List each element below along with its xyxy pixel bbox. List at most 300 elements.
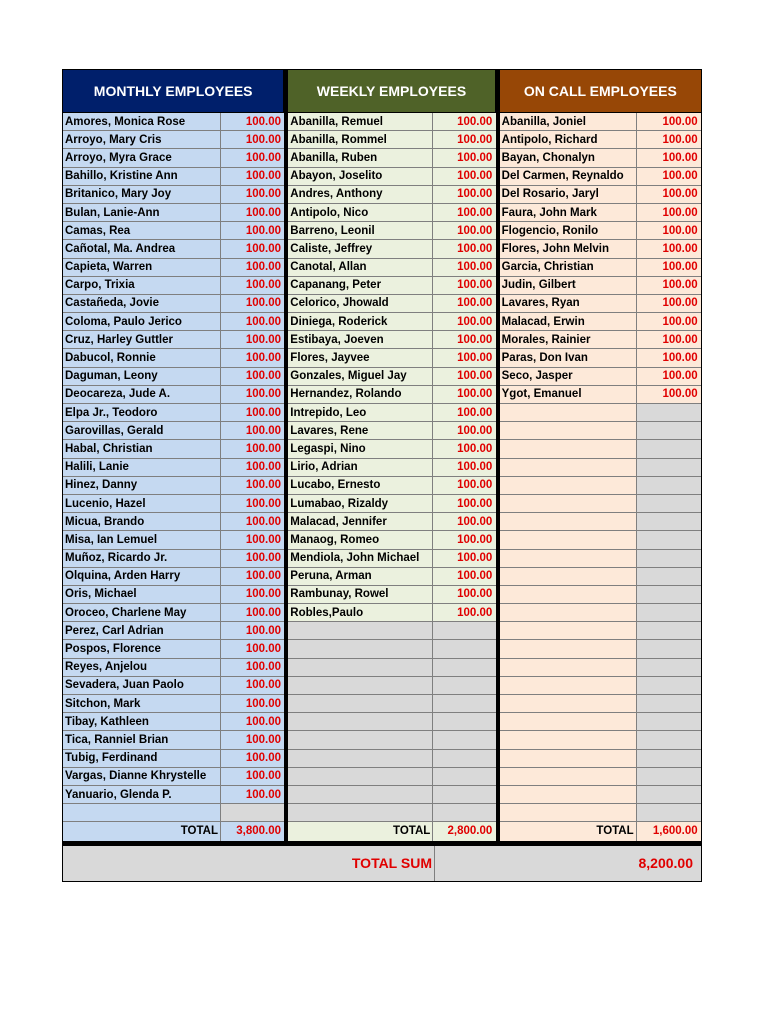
amount-cell: 100.00	[457, 424, 493, 437]
amount-cell	[433, 659, 495, 676]
weekly-employee-row	[288, 240, 495, 258]
amount-cell: 100.00	[457, 533, 493, 546]
oncall-employee-row	[500, 204, 701, 222]
weekly-employee-row	[288, 731, 495, 749]
weekly-employee-row	[288, 568, 495, 586]
amount-cell	[433, 677, 495, 694]
employee-payroll-sheet	[62, 69, 702, 882]
employee-name-cell: Caliste, Jeffrey	[288, 240, 433, 257]
amount-cell	[637, 586, 701, 603]
amount-cell: 100.00	[457, 170, 493, 183]
amount-cell: 100.00	[457, 206, 493, 219]
amount-cell: 100.00	[662, 352, 698, 365]
employee-name-cell: Andres, Anthony	[288, 186, 433, 203]
amount-cell: 100.00	[245, 643, 281, 656]
amount-cell	[637, 459, 701, 476]
weekly-employee-row	[288, 349, 495, 367]
oncall-employee-row	[500, 349, 701, 367]
monthly-employee-row	[63, 531, 284, 549]
employee-name-cell	[500, 550, 637, 567]
oncall-employee-row	[500, 386, 701, 404]
monthly-employee-row	[63, 149, 284, 167]
monthly-employee-row	[63, 386, 284, 404]
oncall-employee-row	[500, 604, 701, 622]
employee-name-cell: Camas, Rea	[63, 222, 221, 239]
employee-name-cell	[288, 640, 433, 657]
amount-cell: 100.00	[245, 752, 281, 765]
weekly-employee-row	[288, 295, 495, 313]
amount-cell: 100.00	[245, 733, 281, 746]
oncall-total-value: 1,600.00	[652, 825, 698, 838]
oncall-employee-row	[500, 168, 701, 186]
weekly-employee-row	[288, 386, 495, 404]
employee-name-cell: Judin, Gilbert	[500, 277, 637, 294]
oncall-employee-row	[500, 459, 701, 477]
amount-cell: 100.00	[245, 606, 281, 619]
amount-cell: 100.00	[245, 788, 281, 801]
monthly-employee-row	[63, 713, 284, 731]
employee-name-cell: Capieta, Warren	[63, 259, 221, 276]
employee-name-cell	[288, 786, 433, 803]
amount-cell	[637, 786, 701, 803]
employee-name-cell: Elpa Jr., Teodoro	[63, 404, 221, 421]
amount-cell: 100.00	[662, 224, 698, 237]
amount-cell	[433, 750, 495, 767]
amount-cell: 100.00	[245, 297, 281, 310]
monthly-employee-row	[63, 277, 284, 295]
monthly-employee-row	[63, 786, 284, 804]
weekly-employee-row	[288, 750, 495, 768]
amount-cell: 100.00	[457, 388, 493, 401]
amount-cell	[637, 550, 701, 567]
amount-cell	[433, 731, 495, 748]
monthly-employee-row	[63, 550, 284, 568]
monthly-employee-row	[63, 477, 284, 495]
total-sum-value: 8,200.00	[638, 855, 693, 871]
employee-name-cell: Hinez, Danny	[63, 477, 221, 494]
monthly-employee-row	[63, 186, 284, 204]
employee-name-cell: Malacad, Erwin	[500, 313, 637, 330]
employee-name-cell: Oris, Michael	[63, 586, 221, 603]
amount-cell: 100.00	[245, 515, 281, 528]
monthly-employee-row	[63, 804, 284, 822]
weekly-employee-row	[288, 695, 495, 713]
monthly-employee-row	[63, 349, 284, 367]
amount-cell: 100.00	[457, 188, 493, 201]
monthly-employee-row	[63, 604, 284, 622]
oncall-employee-row	[500, 568, 701, 586]
amount-cell: 100.00	[245, 679, 281, 692]
amount-cell: 100.00	[662, 188, 698, 201]
amount-cell: 100.00	[245, 570, 281, 583]
amount-cell	[433, 804, 495, 821]
employee-name-cell: Tubig, Ferdinand	[63, 750, 221, 767]
employee-name-cell: Abanilla, Rommel	[288, 131, 433, 148]
employee-name-cell: Deocareza, Jude A.	[63, 386, 221, 403]
employee-name-cell: Garovillas, Gerald	[63, 422, 221, 439]
amount-cell	[637, 495, 701, 512]
employee-name-cell: Amores, Monica Rose	[63, 113, 221, 130]
monthly-employees-header: MONTHLY EMPLOYEES	[63, 70, 284, 112]
total-label: TOTAL	[288, 822, 433, 840]
employee-name-cell: Olquina, Arden Harry	[63, 568, 221, 585]
oncall-employee-row	[500, 659, 701, 677]
employee-name-cell: Peruna, Arman	[288, 568, 433, 585]
amount-cell: 100.00	[245, 352, 281, 365]
oncall-employee-row	[500, 804, 701, 822]
employee-name-cell: Abanilla, Ruben	[288, 149, 433, 166]
oncall-employee-row	[500, 586, 701, 604]
oncall-employee-row	[500, 550, 701, 568]
employee-name-cell: Gonzales, Miguel Jay	[288, 368, 433, 385]
employee-name-cell	[288, 695, 433, 712]
employee-name-cell	[500, 677, 637, 694]
monthly-employee-row	[63, 295, 284, 313]
employee-name-cell	[500, 495, 637, 512]
monthly-employee-row	[63, 368, 284, 386]
amount-cell: 100.00	[245, 715, 281, 728]
amount-cell: 100.00	[662, 261, 698, 274]
employee-name-cell: Cañotal, Ma. Andrea	[63, 240, 221, 257]
employee-name-cell: Lumabao, Rizaldy	[288, 495, 433, 512]
amount-cell: 100.00	[245, 533, 281, 546]
monthly-employee-row	[63, 568, 284, 586]
amount-cell: 100.00	[457, 570, 493, 583]
amount-cell: 100.00	[245, 261, 281, 274]
employee-name-cell: Yanuario, Glenda P.	[63, 786, 221, 803]
amount-cell: 100.00	[457, 133, 493, 146]
amount-cell: 100.00	[457, 224, 493, 237]
amount-cell: 100.00	[457, 297, 493, 310]
employee-name-cell	[63, 804, 221, 821]
oncall-employee-row	[500, 368, 701, 386]
employee-name-cell	[500, 440, 637, 457]
amount-cell: 100.00	[662, 115, 698, 128]
weekly-employee-row	[288, 168, 495, 186]
employee-name-cell: Vargas, Dianne Khrystelle	[63, 768, 221, 785]
weekly-employee-row	[288, 204, 495, 222]
amount-cell: 100.00	[457, 333, 493, 346]
weekly-employee-row	[288, 477, 495, 495]
monthly-employee-row	[63, 586, 284, 604]
amount-cell: 100.00	[457, 261, 493, 274]
weekly-employee-row	[288, 513, 495, 531]
employee-name-cell	[500, 713, 637, 730]
monthly-employee-row	[63, 495, 284, 513]
weekly-employee-row	[288, 495, 495, 513]
oncall-employee-row	[500, 695, 701, 713]
amount-cell	[637, 677, 701, 694]
amount-cell: 100.00	[457, 442, 493, 455]
employee-name-cell: Abanilla, Joniel	[500, 113, 637, 130]
employee-name-cell	[500, 768, 637, 785]
employee-name-cell: Arroyo, Myra Grace	[63, 149, 221, 166]
amount-cell: 100.00	[457, 497, 493, 510]
monthly-employee-row	[63, 659, 284, 677]
employee-name-cell: Mendiola, John Michael	[288, 550, 433, 567]
amount-cell	[637, 695, 701, 712]
employee-name-cell: Faura, John Mark	[500, 204, 637, 221]
oncall-employee-row	[500, 713, 701, 731]
employee-name-cell: Reyes, Anjelou	[63, 659, 221, 676]
weekly-employee-row	[288, 640, 495, 658]
employee-name-cell	[500, 622, 637, 639]
employee-name-cell: Garcia, Christian	[500, 259, 637, 276]
oncall-employee-row	[500, 186, 701, 204]
employee-name-cell: Antipolo, Nico	[288, 204, 433, 221]
monthly-employee-row	[63, 750, 284, 768]
amount-cell	[433, 786, 495, 803]
employee-name-cell: Sitchon, Mark	[63, 695, 221, 712]
weekly-column	[284, 113, 495, 841]
weekly-employee-row	[288, 659, 495, 677]
employee-name-cell: Sevadera, Juan Paolo	[63, 677, 221, 694]
employee-name-cell	[500, 477, 637, 494]
amount-cell: 100.00	[662, 242, 698, 255]
employee-name-cell	[500, 750, 637, 767]
employee-name-cell	[288, 750, 433, 767]
employee-name-cell: Celorico, Jhowald	[288, 295, 433, 312]
employee-name-cell: Tica, Ranniel Brian	[63, 731, 221, 748]
monthly-employee-row	[63, 313, 284, 331]
monthly-total-value: 3,800.00	[236, 825, 281, 838]
oncall-employee-row	[500, 222, 701, 240]
oncall-employees-header: ON CALL EMPLOYEES	[496, 70, 701, 112]
oncall-employee-row	[500, 240, 701, 258]
monthly-employee-row	[63, 422, 284, 440]
amount-cell: 100.00	[457, 279, 493, 292]
employee-name-cell	[288, 731, 433, 748]
oncall-employee-row	[500, 768, 701, 786]
employee-name-cell: Lavares, Ryan	[500, 295, 637, 312]
amount-cell	[433, 695, 495, 712]
employee-name-cell: Robles,Paulo	[288, 604, 433, 621]
oncall-employee-row	[500, 531, 701, 549]
amount-cell: 100.00	[457, 606, 493, 619]
amount-cell	[433, 640, 495, 657]
amount-cell: 100.00	[245, 170, 281, 183]
employee-name-cell: Bahillo, Kristine Ann	[63, 168, 221, 185]
employee-name-cell	[500, 640, 637, 657]
oncall-employee-row	[500, 149, 701, 167]
employee-name-cell: Rambunay, Rowel	[288, 586, 433, 603]
weekly-employee-row	[288, 440, 495, 458]
amount-cell: 100.00	[662, 333, 698, 346]
employee-name-cell: Diniega, Roderick	[288, 313, 433, 330]
amount-cell: 100.00	[662, 279, 698, 292]
employee-name-cell: Oroceo, Charlene May	[63, 604, 221, 621]
oncall-employee-row	[500, 259, 701, 277]
amount-cell	[637, 568, 701, 585]
amount-cell: 100.00	[245, 115, 281, 128]
amount-cell	[433, 713, 495, 730]
amount-cell: 100.00	[245, 497, 281, 510]
employee-name-cell: Arroyo, Mary Cris	[63, 131, 221, 148]
amount-cell	[637, 768, 701, 785]
amount-cell	[637, 659, 701, 676]
employee-name-cell	[500, 459, 637, 476]
oncall-total-row	[500, 822, 701, 840]
employee-name-cell: Perez, Carl Adrian	[63, 622, 221, 639]
weekly-employee-row	[288, 550, 495, 568]
amount-cell: 100.00	[245, 624, 281, 637]
employee-name-cell: Lirio, Adrian	[288, 459, 433, 476]
weekly-employee-row	[288, 404, 495, 422]
employee-name-cell: Coloma, Paulo Jerico	[63, 313, 221, 330]
weekly-employee-row	[288, 131, 495, 149]
monthly-employee-row	[63, 640, 284, 658]
amount-cell: 100.00	[457, 552, 493, 565]
amount-cell	[637, 477, 701, 494]
amount-cell	[637, 440, 701, 457]
oncall-column	[496, 113, 701, 841]
oncall-employee-row	[500, 404, 701, 422]
weekly-employee-row	[288, 259, 495, 277]
employee-name-cell: Capanang, Peter	[288, 277, 433, 294]
oncall-employee-row	[500, 440, 701, 458]
amount-cell: 100.00	[245, 406, 281, 419]
employee-grid	[63, 112, 701, 841]
weekly-employee-row	[288, 677, 495, 695]
monthly-employee-row	[63, 695, 284, 713]
employee-name-cell	[500, 568, 637, 585]
amount-cell: 100.00	[457, 151, 493, 164]
employee-name-cell: Estibaya, Joeven	[288, 331, 433, 348]
weekly-employee-row	[288, 277, 495, 295]
weekly-employee-row	[288, 622, 495, 640]
weekly-employee-row	[288, 713, 495, 731]
amount-cell	[221, 804, 284, 821]
employee-name-cell: Dabucol, Ronnie	[63, 349, 221, 366]
employee-name-cell	[288, 659, 433, 676]
total-sum-row	[63, 841, 701, 881]
monthly-employee-row	[63, 131, 284, 149]
amount-cell	[637, 513, 701, 530]
employee-name-cell: Legaspi, Nino	[288, 440, 433, 457]
employee-name-cell: Habal, Christian	[63, 440, 221, 457]
amount-cell: 100.00	[662, 297, 698, 310]
amount-cell: 100.00	[245, 333, 281, 346]
amount-cell: 100.00	[457, 479, 493, 492]
amount-cell: 100.00	[245, 770, 281, 783]
oncall-employee-row	[500, 295, 701, 313]
monthly-employee-row	[63, 331, 284, 349]
employee-name-cell	[500, 695, 637, 712]
employee-name-cell: Intrepido, Leo	[288, 404, 433, 421]
employee-name-cell: Seco, Jasper	[500, 368, 637, 385]
employee-name-cell	[500, 786, 637, 803]
monthly-employee-row	[63, 240, 284, 258]
total-label: TOTAL	[63, 822, 221, 840]
amount-cell: 100.00	[662, 315, 698, 328]
employee-name-cell	[288, 768, 433, 785]
amount-cell: 100.00	[457, 115, 493, 128]
amount-cell: 100.00	[662, 206, 698, 219]
amount-cell: 100.00	[457, 242, 493, 255]
employee-name-cell: Micua, Brando	[63, 513, 221, 530]
amount-cell: 100.00	[245, 479, 281, 492]
weekly-employee-row	[288, 459, 495, 477]
employee-name-cell: Ygot, Emanuel	[500, 386, 637, 403]
total-sum-label: TOTAL SUM	[63, 846, 435, 881]
amount-cell: 100.00	[245, 388, 281, 401]
amount-cell: 100.00	[457, 461, 493, 474]
weekly-employee-row	[288, 149, 495, 167]
employee-name-cell: Bayan, Chonalyn	[500, 149, 637, 166]
employee-name-cell: Del Carmen, Reynaldo	[500, 168, 637, 185]
employee-name-cell: Daguman, Leony	[63, 368, 221, 385]
amount-cell	[637, 750, 701, 767]
oncall-employee-row	[500, 731, 701, 749]
oncall-employee-row	[500, 622, 701, 640]
weekly-employee-row	[288, 313, 495, 331]
weekly-employee-row	[288, 422, 495, 440]
amount-cell: 100.00	[245, 133, 281, 146]
employee-name-cell	[500, 531, 637, 548]
oncall-employee-row	[500, 495, 701, 513]
amount-cell: 100.00	[457, 515, 493, 528]
amount-cell	[637, 604, 701, 621]
oncall-employee-row	[500, 313, 701, 331]
amount-cell	[637, 640, 701, 657]
oncall-employee-row	[500, 331, 701, 349]
employee-name-cell: Antipolo, Richard	[500, 131, 637, 148]
monthly-employee-row	[63, 622, 284, 640]
employee-name-cell: Carpo, Trixia	[63, 277, 221, 294]
weekly-employee-row	[288, 531, 495, 549]
monthly-employee-row	[63, 113, 284, 131]
employee-name-cell: Castañeda, Jovie	[63, 295, 221, 312]
employee-name-cell	[500, 586, 637, 603]
monthly-employee-row	[63, 513, 284, 531]
employee-name-cell	[288, 713, 433, 730]
employee-name-cell	[500, 404, 637, 421]
employee-name-cell: Malacad, Jennifer	[288, 513, 433, 530]
amount-cell: 100.00	[245, 588, 281, 601]
employee-name-cell: Lucenio, Hazel	[63, 495, 221, 512]
employee-name-cell	[288, 622, 433, 639]
amount-cell	[637, 713, 701, 730]
amount-cell: 100.00	[245, 552, 281, 565]
employee-name-cell: Misa, Ian Lemuel	[63, 531, 221, 548]
employee-name-cell: Tibay, Kathleen	[63, 713, 221, 730]
employee-name-cell	[500, 731, 637, 748]
employee-name-cell: Flogencio, Ronilo	[500, 222, 637, 239]
amount-cell: 100.00	[245, 279, 281, 292]
weekly-total-row	[288, 822, 495, 840]
oncall-employee-row	[500, 131, 701, 149]
amount-cell: 100.00	[245, 442, 281, 455]
monthly-employee-row	[63, 204, 284, 222]
oncall-employee-row	[500, 477, 701, 495]
weekly-employee-row	[288, 186, 495, 204]
amount-cell: 100.00	[245, 206, 281, 219]
employee-name-cell	[500, 422, 637, 439]
employee-name-cell	[500, 804, 637, 821]
amount-cell: 100.00	[457, 588, 493, 601]
amount-cell: 100.00	[457, 352, 493, 365]
employee-name-cell: Del Rosario, Jaryl	[500, 186, 637, 203]
employee-name-cell: Lavares, Rene	[288, 422, 433, 439]
employee-name-cell: Britanico, Mary Joy	[63, 186, 221, 203]
weekly-employee-row	[288, 804, 495, 822]
weekly-employee-row	[288, 768, 495, 786]
employee-name-cell: Cruz, Harley Guttler	[63, 331, 221, 348]
monthly-employee-row	[63, 731, 284, 749]
monthly-employee-row	[63, 768, 284, 786]
employee-name-cell: Muñoz, Ricardo Jr.	[63, 550, 221, 567]
monthly-employee-row	[63, 168, 284, 186]
